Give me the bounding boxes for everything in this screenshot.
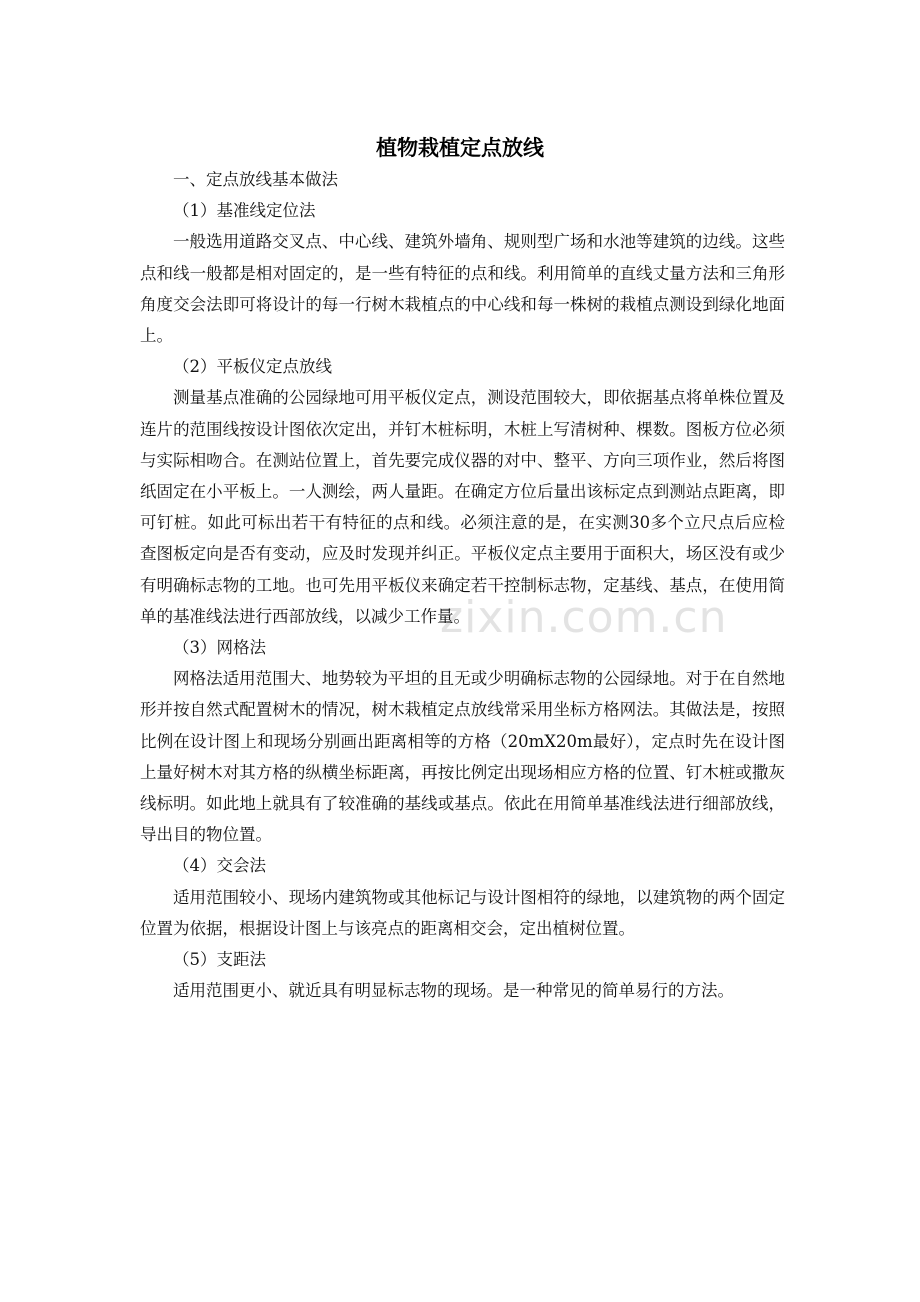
paragraph-grid-method: 网格法适用范围大、地势较为平坦的且无或少明确标志物的公园绿地。对于在自然地形并按自然式配置树木的情况，树木栽植定点放线常采用坐标方格网法。其做法是，按照比例在设计图上和现场分别画出距离相等的方格（20mX20m最好），定点时先在设计图上量好树木对其方格的纵横坐标距离，再按比例定出现场相应方格的位置、钉木桩或撒灰线标明。如此地上就具有了较准确的基线或基点。依此在用简单基准线法进行细部放线，导出目的物位置。 [140, 669, 785, 845]
paragraph-plane-table-method: 测量基点准确的公园绿地可用平板仪定点，测设范围较大，即依据基点将单株位置及连片的范围线按设计图依次定出，并钉木桩标明，木桩上写清树种、棵数。图板方位必须与实际相吻合。在测站位置上，首先要完成仪器的对中、整平、方向三项作业，然后将图纸固定在小平板上。一人测绘，两人量距。在确定方位后量出该标定点到测站点距离，即可钉桩。如此可标出若干有特征的点和线。必须注意的是，在实测30多个立尺点后应检查图板定向是否有变动，应及时发现并纠正。平板仪定点主要用于面积大，场区没有或少有明确标志物的工地。也可先用平板仪来确定若干控制标志物，定基线、基点，在使用简单的基准线法进行西部放线，以减少工作量。 [140, 388, 785, 626]
subsection-heading-5: （5）支距法 [173, 950, 266, 970]
document-body [140, 164, 785, 1006]
paragraph-baseline-method: 一般选用道路交叉点、中心线、建筑外墙角、规则型广场和水池等建筑的边线。这些点和线一般都是相对固定的，是一些有特征的点和线。利用简单的直线丈量方法和三角形角度交会法即可将设计的每一行树木栽植点的中心线和每一株树的栽植点测设到绿化地面上。 [140, 232, 785, 346]
subsection-heading-4: （4）交会法 [173, 856, 266, 876]
watermark: zixin.com.cn [440, 592, 728, 643]
paragraph-intersection-method: 适用范围较小、现场内建筑物或其他标记与设计图相符的绿地，以建筑物的两个固定位置为依据，根据设计图上与该亮点的距离相交会，定出植树位置。 [140, 887, 785, 938]
subsection-heading-3: （3）网格法 [173, 638, 266, 658]
document-title: 植物栽植定点放线 [376, 136, 544, 161]
subsection-heading-2: （2）平板仪定点放线 [173, 357, 332, 377]
section-heading: 一、定点放线基本做法 [173, 170, 338, 189]
paragraph-offset-method: 适用范围更小、就近具有明显标志物的现场。是一种常见的简单易行的方法。 [173, 981, 734, 1001]
subsection-heading-1: （1）基准线定位法 [173, 201, 316, 221]
